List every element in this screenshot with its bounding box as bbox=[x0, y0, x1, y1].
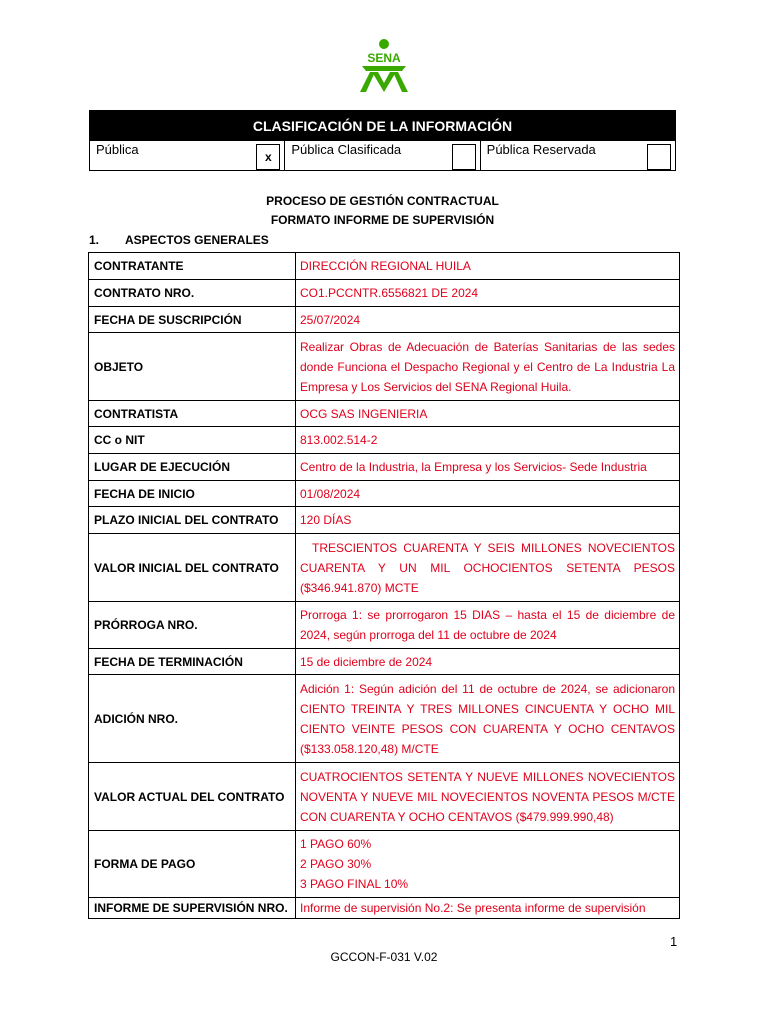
table-row bbox=[89, 307, 680, 333]
option-label: Pública Clasificada bbox=[291, 141, 402, 157]
row-label: FORMA DE PAGO bbox=[89, 831, 296, 898]
table-row bbox=[89, 649, 680, 675]
row-value: Informe de supervisión No.2: Se presenta informe de supervisión bbox=[296, 898, 680, 919]
row-value: Prorroga 1: se prorrogaron 15 DIAS – hasta el 15 de diciembre de 2024, según prorroga del 11 de octubre de 2024 bbox=[296, 602, 680, 649]
row-label: CONTRATANTE bbox=[89, 253, 296, 280]
logo-text: SENA bbox=[367, 51, 401, 65]
payment-line: 3 PAGO FINAL 10% bbox=[300, 877, 409, 891]
process-title: PROCESO DE GESTIÓN CONTRACTUAL bbox=[266, 194, 499, 208]
payment-line: 1 PAGO 60% bbox=[300, 837, 372, 851]
table-row bbox=[89, 602, 680, 649]
row-label: LUGAR DE EJECUCIÓN bbox=[89, 454, 296, 481]
section-number: 1. bbox=[89, 233, 100, 247]
row-label: ADICIÓN NRO. bbox=[89, 675, 296, 763]
classification-option-publica bbox=[90, 141, 285, 171]
row-label: FECHA DE TERMINACIÓN bbox=[89, 649, 296, 675]
table-row bbox=[89, 481, 680, 507]
row-value: Centro de la Industria, la Empresa y los Servicios- Sede Industria bbox=[296, 454, 680, 481]
row-label: VALOR ACTUAL DEL CONTRATO bbox=[89, 763, 296, 831]
row-value: Adición 1: Según adición del 11 de octubre de 2024, se adicionaron CIENTO TREINTA Y TRES MILLONES CINCUENTA Y OCHO MIL CIENTO VEINTE PESOS CON CUARENTA Y OCHO CENTAVOS ($133.058.120,48) M/CTE bbox=[296, 675, 680, 763]
table-row bbox=[89, 675, 680, 763]
row-label: VALOR INICIAL DEL CONTRATO bbox=[89, 534, 296, 602]
checkbox-reservada[interactable] bbox=[647, 144, 671, 170]
checkbox-clasificada[interactable] bbox=[452, 144, 476, 170]
table-row bbox=[89, 401, 680, 427]
row-value: OCG SAS INGENIERIA bbox=[296, 401, 680, 427]
table-row bbox=[89, 898, 680, 919]
sena-logo bbox=[356, 38, 412, 94]
classification-option-clasificada bbox=[285, 141, 480, 171]
row-label: FECHA DE INICIO bbox=[89, 481, 296, 507]
format-title: FORMATO INFORME DE SUPERVISIÓN bbox=[270, 213, 495, 227]
section-title: ASPECTOS GENERALES bbox=[125, 233, 269, 247]
row-label: INFORME DE SUPERVISIÓN NRO. bbox=[89, 898, 296, 919]
row-value: CUATROCIENTOS SETENTA Y NUEVE MILLONES NOVECIENTOS NOVENTA Y NUEVE MIL NOVECIENTOS NOVENTA PESOS M/CTE CON CUARENTA Y OCHO CENTAVOS ($479.999.990,48) bbox=[296, 763, 680, 831]
classification-option-reservada bbox=[480, 141, 675, 171]
option-label: Pública Reservada bbox=[486, 141, 596, 157]
row-label: CONTRATISTA bbox=[89, 401, 296, 427]
row-value: 813.002.514-2 bbox=[296, 427, 680, 454]
table-row bbox=[89, 507, 680, 534]
table-row bbox=[89, 831, 680, 898]
page-number: 1 bbox=[670, 934, 678, 949]
general-aspects-table bbox=[88, 252, 680, 919]
row-value: DIRECCIÓN REGIONAL HUILA bbox=[296, 253, 680, 280]
table-row bbox=[89, 454, 680, 481]
checkbox-publica[interactable]: x bbox=[256, 144, 280, 170]
row-value: CO1.PCCNTR.6556821 DE 2024 bbox=[296, 280, 680, 307]
table-row bbox=[89, 280, 680, 307]
row-value: 01/08/2024 bbox=[296, 481, 680, 507]
row-value: Realizar Obras de Adecuación de Baterías Sanitarias de las sedes donde Funciona el Despacho Regional y el Centro de La Industria La Empresa y Los Servicios del SENA Regional Huila. bbox=[296, 333, 680, 401]
classification-table bbox=[89, 110, 676, 171]
row-value bbox=[296, 831, 680, 898]
table-row bbox=[89, 253, 680, 280]
row-value: 25/07/2024 bbox=[296, 307, 680, 333]
row-label: CONTRATO NRO. bbox=[89, 280, 296, 307]
table-row bbox=[89, 763, 680, 831]
row-label: PLAZO INICIAL DEL CONTRATO bbox=[89, 507, 296, 534]
row-label: FECHA DE SUSCRIPCIÓN bbox=[89, 307, 296, 333]
classification-title: CLASIFICACIÓN DE LA INFORMACIÓN bbox=[90, 111, 676, 141]
table-row bbox=[89, 534, 680, 602]
row-value: 15 de diciembre de 2024 bbox=[296, 649, 680, 675]
table-row bbox=[89, 427, 680, 454]
row-label: OBJETO bbox=[89, 333, 296, 401]
payment-line: 2 PAGO 30% bbox=[300, 857, 372, 871]
table-row bbox=[89, 333, 680, 401]
row-label: PRÓRROGA NRO. bbox=[89, 602, 296, 649]
row-value: 120 DÍAS bbox=[296, 507, 680, 534]
document-code: GCCON-F-031 V.02 bbox=[330, 950, 438, 964]
row-label: CC o NIT bbox=[89, 427, 296, 454]
option-label: Pública bbox=[96, 141, 139, 157]
section-heading bbox=[89, 233, 269, 247]
row-value: TRESCIENTOS CUARENTA Y SEIS MILLONES NOVECIENTOS CUARENTA Y UN MIL OCHOCIENTOS SETENTA PESOS ($346.941.870) MCTE bbox=[296, 534, 680, 602]
